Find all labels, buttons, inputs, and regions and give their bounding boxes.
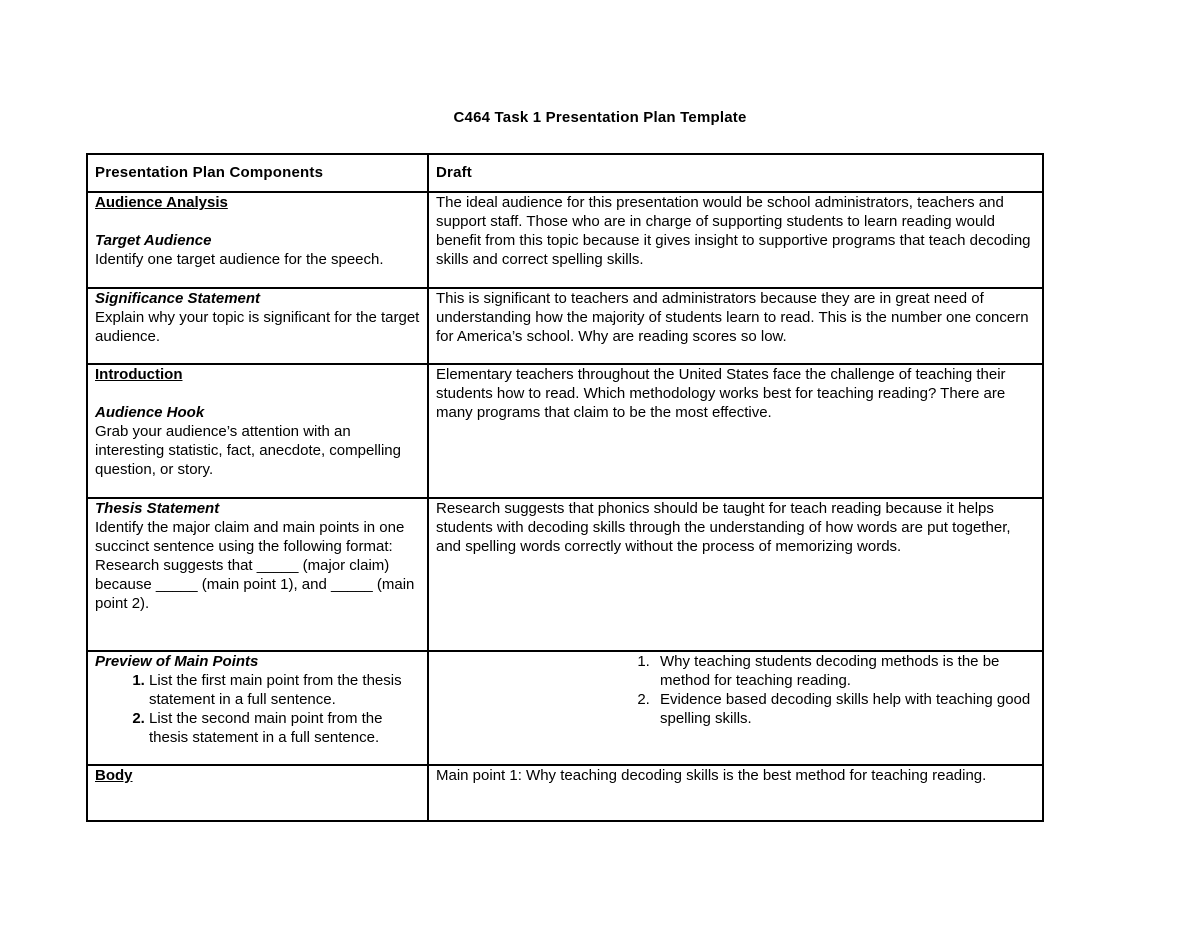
preview-instruction-list [95, 671, 421, 747]
audience-hook-instruction: Grab your audience’s attention with an interesting statistic, fact, anecdote, compelling question, or story. [95, 423, 401, 478]
preview-component-cell [87, 651, 428, 765]
thesis-draft-text: Research suggests that phonics should be taught for teach reading because it helps students with decoding skills through the understanding of how words are put together, and spelling words correctly without the process of memorizing words. [436, 500, 1011, 555]
thesis-label: Thesis Statement [95, 500, 220, 517]
audience-component-cell [87, 192, 428, 288]
table-row-introduction [87, 364, 1043, 498]
significance-draft-cell[interactable] [428, 288, 1043, 364]
target-audience-label: Target Audience [95, 232, 212, 249]
introduction-heading: Introduction [95, 366, 183, 383]
header-components: Presentation Plan Components [87, 154, 428, 192]
audience-analysis-heading: Audience Analysis [95, 194, 228, 211]
audience-hook-label: Audience Hook [95, 404, 205, 421]
table-row-preview [87, 651, 1043, 765]
table-row-audience-analysis [87, 192, 1043, 288]
significance-label: Significance Statement [95, 290, 261, 307]
thesis-component-cell [87, 498, 428, 651]
list-item: 2. List the second main point from the thesis statement in a full sentence. [149, 709, 421, 747]
preview-draft-list [436, 652, 1036, 728]
significance-draft-text: This is significant to teachers and administrators because they are in great need of understanding how the majority of students learn to read. This is the number one concern for America’s school. Why are reading scores so low. [436, 290, 1029, 345]
introduction-draft-cell[interactable] [428, 364, 1043, 498]
preview-draft-cell[interactable] [428, 651, 1043, 765]
introduction-component-cell [87, 364, 428, 498]
audience-draft-text: The ideal audience for this presentation would be school administrators, teachers and support staff. Those who are in charge of supporting students to learn reading would benefit from this topic because it gives insight to supportive programs that teach decoding skills and correct spelling skills. [436, 194, 1031, 268]
target-audience-instruction: Identify one target audience for the speech. [95, 251, 384, 268]
thesis-instruction: Identify the major claim and main points in one succinct sentence using the following format: [95, 519, 405, 555]
list-item: 1. Why teaching students decoding methods is the be method for teaching reading. [654, 652, 1036, 690]
table-row-body [87, 765, 1043, 821]
table-header-row [87, 154, 1043, 192]
thesis-draft-cell[interactable] [428, 498, 1043, 651]
header-draft: Draft [428, 154, 1043, 192]
significance-component-cell [87, 288, 428, 364]
document-title: C464 Task 1 Presentation Plan Template [453, 109, 747, 126]
body-draft-cell[interactable] [428, 765, 1043, 821]
thesis-format: Research suggests that _____ (major claim) because _____ (main point 1), and _____ (main point 2). [95, 557, 415, 612]
body-draft-text: Main point 1: Why teaching decoding skills is the best method for teaching reading. [436, 767, 987, 784]
table-row-thesis [87, 498, 1043, 651]
introduction-draft-text: Elementary teachers throughout the United States face the challenge of teaching their students how to read. Which methodology works best for teaching reading? There are many programs that claim to be the most effective. [436, 366, 1006, 421]
significance-instruction: Explain why your topic is significant for the target audience. [95, 309, 420, 345]
audience-draft-cell[interactable] [428, 192, 1043, 288]
list-item: 1. List the first main point from the thesis statement in a full sentence. [149, 671, 421, 709]
preview-label: Preview of Main Points [95, 653, 259, 670]
table-row-significance [87, 288, 1043, 364]
body-component-cell [87, 765, 428, 821]
body-heading: Body [95, 767, 133, 784]
presentation-plan-table [86, 153, 1044, 822]
list-item: 2. Evidence based decoding skills help with teaching good spelling skills. [654, 690, 1036, 728]
